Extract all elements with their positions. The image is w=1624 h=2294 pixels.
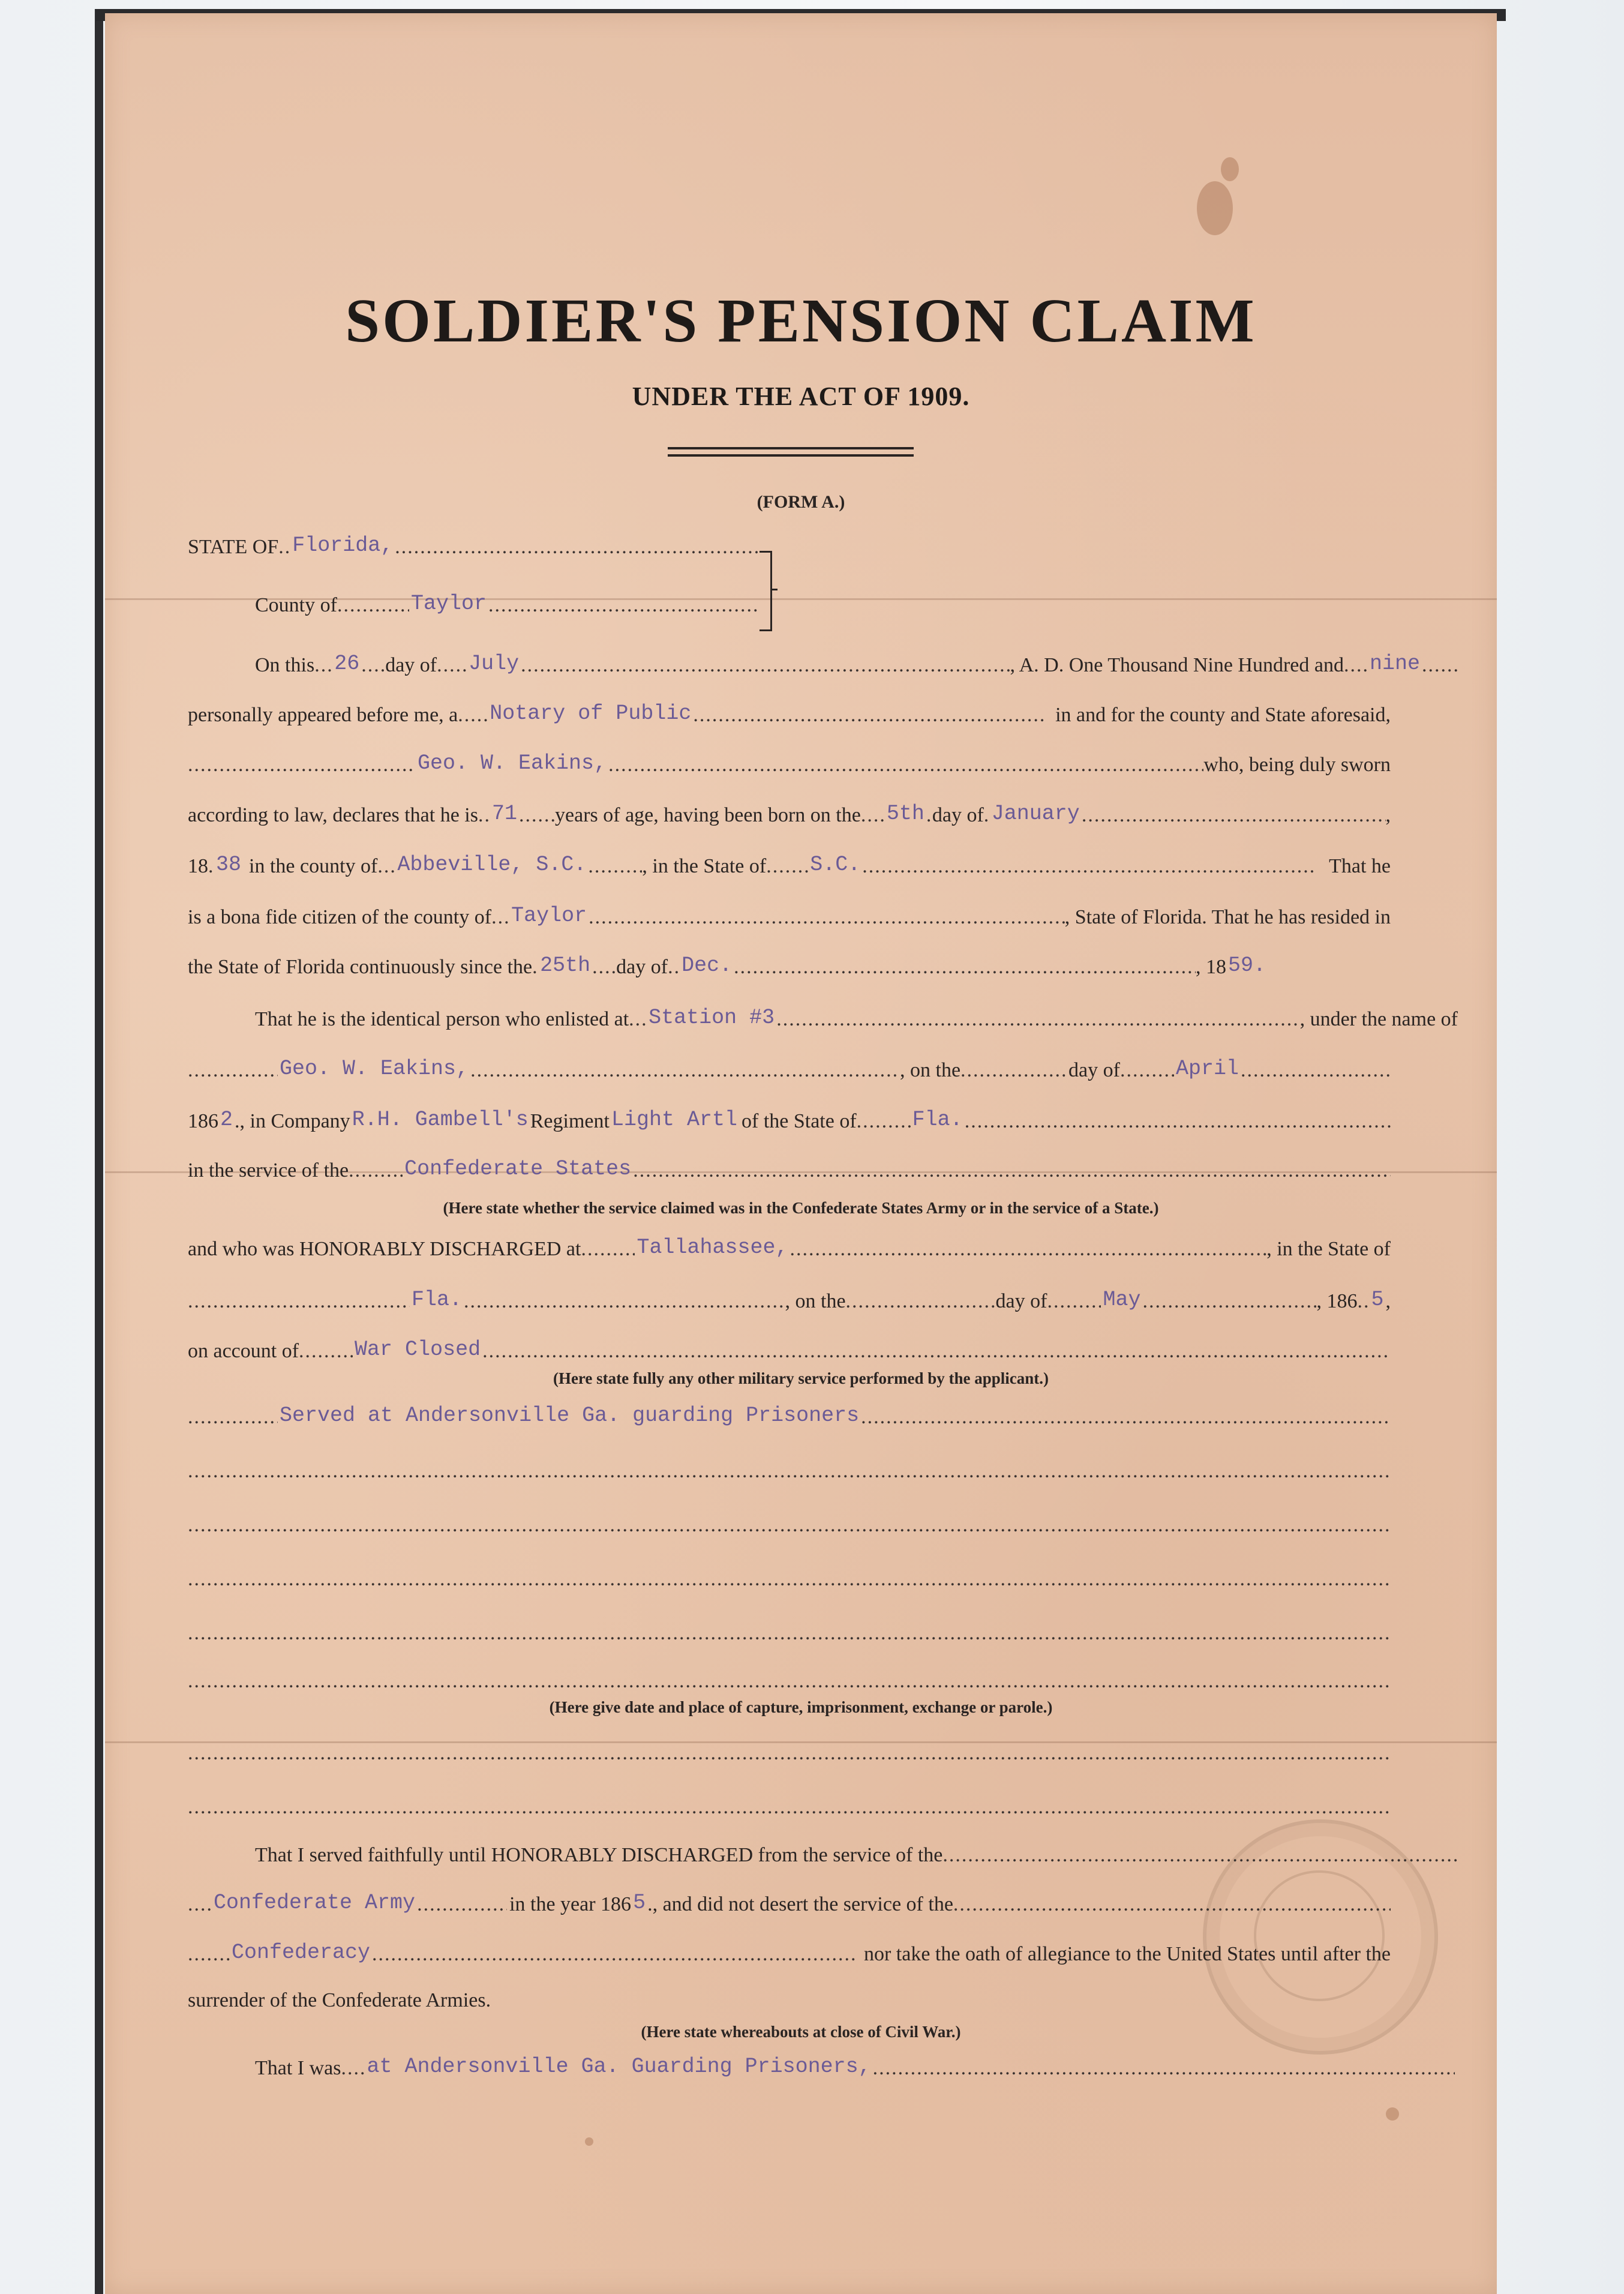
dot-leader — [766, 855, 808, 878]
text: is a bona fide citizen of the county of — [188, 906, 492, 928]
oath-line — [188, 1844, 1458, 1880]
text: according to law, declares that he is — [188, 804, 478, 826]
text: 18 — [188, 855, 208, 877]
residence-year-field[interactable]: 59. — [1227, 953, 1266, 977]
document-title: SOLDIER'S PENSION CLAIM — [345, 286, 1257, 355]
text: who, being duly sworn — [1203, 754, 1391, 776]
residence-month-field[interactable]: Dec. — [682, 953, 733, 977]
birth-month-field[interactable]: January — [991, 802, 1080, 826]
dot-leader — [278, 536, 290, 559]
text: , in the State of — [1266, 1238, 1391, 1260]
dot-leader — [188, 754, 416, 776]
reason-field[interactable]: War Closed — [355, 1338, 481, 1362]
discharge-month-field[interactable]: May — [1103, 1288, 1141, 1312]
blank-line[interactable] — [188, 1460, 1391, 1496]
birth-day-field[interactable]: 5th — [886, 802, 924, 826]
birth-county-field[interactable]: Abbeville, S.C. — [397, 853, 587, 877]
dot-leader — [581, 1238, 635, 1261]
age-field[interactable]: 71 — [492, 802, 518, 826]
text: 186 — [188, 1110, 218, 1132]
officer-field[interactable]: Notary of Public — [490, 701, 692, 725]
company-line — [188, 1110, 1391, 1146]
dot-leader — [372, 1943, 855, 1966]
dot-leader — [349, 1159, 403, 1182]
blank-line[interactable] — [188, 1514, 1391, 1550]
dot-leader — [589, 906, 1065, 929]
dot-leader — [846, 1290, 996, 1313]
text: day of — [385, 654, 437, 676]
blank-line[interactable] — [188, 1742, 1391, 1778]
service-note: (Here state whether the service claimed was in the Confederate States Army or in the service of a State.) — [443, 1199, 1159, 1217]
regiment-field[interactable]: Light Artl — [611, 1108, 737, 1132]
dot-leader — [942, 1844, 1458, 1867]
brace — [760, 551, 772, 631]
dot-leader — [588, 855, 642, 878]
dot-leader — [693, 704, 1047, 727]
discharge-date-line: ..... Fla. ..... , on the ..... day of ..... May ..... , 186 ..... 5 , — [188, 1290, 1391, 1326]
dot-leader — [491, 906, 509, 929]
state-line — [188, 533, 760, 572]
dot-leader — [188, 1670, 1391, 1693]
surrender-line — [188, 1989, 1391, 2025]
enlisted-line — [188, 1008, 1458, 1044]
birth-state-field[interactable]: S.C. — [810, 853, 861, 877]
text: , in the State of — [642, 855, 767, 877]
served-in-field[interactable]: Confederate Army — [214, 1891, 416, 1915]
date-line — [188, 654, 1458, 690]
dot-leader — [926, 804, 932, 827]
dot-leader — [188, 1893, 212, 1916]
dot-leader — [188, 1460, 1391, 1483]
claimant-field[interactable]: Geo. W. Eakins, — [418, 751, 607, 775]
title-rule — [668, 447, 914, 449]
county-field[interactable]: Taylor — [410, 592, 487, 616]
text: nor take the oath of allegiance to the United States until after the — [863, 1943, 1391, 1965]
dot-leader — [1120, 1059, 1174, 1082]
text: , under the name of — [1299, 1008, 1458, 1030]
discharge-line — [188, 1238, 1391, 1274]
dot-leader — [188, 1290, 410, 1313]
enlist-month-field[interactable]: April — [1175, 1057, 1239, 1081]
text: That he is the identical person who enlisted at — [255, 1008, 629, 1030]
dot-leader — [1082, 804, 1386, 827]
dot-leader — [532, 956, 538, 979]
dot-leader — [960, 1059, 1068, 1082]
company-field[interactable]: R.H. Gambell's — [352, 1108, 529, 1132]
dot-leader — [873, 2057, 1455, 2080]
text: in and for the county and State aforesaid, — [1055, 704, 1391, 726]
text: day of — [995, 1290, 1047, 1312]
claimant-line — [188, 751, 1391, 790]
dot-leader — [1422, 654, 1458, 677]
dot-leader — [188, 1406, 278, 1429]
text: surrender of the Confederate Armies. — [188, 1989, 491, 2011]
residence-day-field[interactable]: 25th — [540, 953, 591, 977]
enlist-year-field[interactable]: 2 — [220, 1108, 233, 1132]
text: That he — [1329, 855, 1391, 877]
whereabouts-field[interactable]: at Andersonville Ga. Guarding Prisoners, — [367, 2055, 871, 2079]
paper-stain — [1197, 181, 1233, 235]
folder-edge-left — [95, 9, 103, 2294]
other-service-line — [188, 1406, 1391, 1442]
dot-leader — [1241, 1059, 1391, 1082]
dot-leader — [965, 1110, 1391, 1133]
dot-leader — [299, 1340, 353, 1363]
dot-leader — [314, 654, 332, 677]
dot-leader — [188, 1568, 1391, 1591]
dot-leader — [188, 1742, 1391, 1765]
other-service-note: (Here state fully any other military service performed by the applicant.) — [553, 1369, 1049, 1387]
text: in the service of the — [188, 1159, 349, 1182]
dot-leader — [861, 1406, 1391, 1429]
blank-line[interactable] — [188, 1796, 1391, 1832]
dot-leader — [790, 1238, 1267, 1261]
citizen-line — [188, 906, 1391, 942]
text: , on the — [785, 1290, 846, 1312]
whereabouts-line — [188, 2057, 1455, 2093]
form-label: (FORM A.) — [757, 492, 845, 512]
brace-tip — [770, 589, 778, 590]
text: in the year 186 — [509, 1893, 632, 1915]
text: years of age, having been born on the — [555, 804, 861, 826]
enlist-place-field[interactable]: Station #3 — [649, 1006, 775, 1030]
dot-leader — [395, 536, 760, 559]
dot-leader — [188, 1059, 278, 1082]
dot-leader — [984, 804, 990, 827]
dot-leader — [953, 1893, 1391, 1916]
text: in the county of — [249, 855, 378, 877]
dot-leader — [437, 654, 467, 677]
year-field[interactable]: nine — [1369, 652, 1420, 676]
discharge-place-field[interactable]: Tallahassee, — [637, 1236, 788, 1260]
oath-year-field[interactable]: 5 — [633, 1891, 646, 1915]
county-line — [188, 594, 760, 630]
enlist-state-field[interactable]: Fla. — [912, 1108, 963, 1132]
dot-leader — [478, 804, 490, 827]
dot-leader — [188, 1943, 230, 1966]
dot-leader — [1344, 654, 1368, 677]
state-label: STATE OF — [188, 536, 279, 558]
dot-leader — [458, 704, 488, 727]
text: That I was — [255, 2057, 341, 2079]
dot-leader — [857, 1110, 911, 1133]
dot-leader — [188, 1514, 1391, 1537]
paper-stain — [585, 2137, 593, 2146]
served-in-line — [188, 1893, 1391, 1929]
text: , 18 — [1195, 956, 1226, 978]
dot-leader — [341, 2057, 365, 2080]
text: , on the — [900, 1059, 961, 1081]
text: That I served faithfully until HONORABLY DISCHARGED from the service of the — [255, 1844, 943, 1866]
text: Regiment — [530, 1110, 610, 1132]
birth-year-field[interactable]: 38 — [216, 853, 242, 877]
citizen-county-field[interactable]: Taylor — [511, 904, 587, 928]
blank-line[interactable] — [188, 1568, 1391, 1604]
dot-leader — [337, 594, 409, 617]
dot-leader — [1047, 1290, 1101, 1313]
paper-stain — [1386, 2107, 1399, 2121]
title-rule — [668, 454, 914, 457]
text: the State of Florida continuously since the — [188, 956, 533, 978]
service-line — [188, 1159, 1391, 1195]
text: day of — [932, 804, 984, 826]
discharge-state-field[interactable]: Fla. — [412, 1288, 463, 1312]
whereabouts-note: (Here state whereabouts at close of Civil War.) — [641, 2023, 961, 2041]
dot-leader — [592, 956, 616, 979]
dot-leader — [188, 1796, 1391, 1819]
month-field[interactable]: July — [469, 652, 520, 676]
dot-leader — [861, 804, 885, 827]
text: on account of — [188, 1340, 299, 1362]
not-desert-field[interactable]: Confederacy — [232, 1941, 371, 1965]
dot-leader — [361, 654, 385, 677]
dot-leader — [862, 855, 1314, 878]
text: day of — [1068, 1059, 1120, 1081]
dot-leader — [470, 1059, 900, 1082]
residence-line — [188, 953, 1268, 992]
text: and who was HONORABLY DISCHARGED at — [188, 1238, 581, 1260]
county-label: County of — [255, 594, 337, 616]
dot-leader — [629, 1008, 647, 1031]
enlist-name-line — [188, 1059, 1391, 1095]
text: day of — [616, 956, 668, 978]
dot-leader — [208, 855, 214, 878]
paper-stain — [1221, 157, 1239, 181]
text: , State of Florida. That he has resided in — [1064, 906, 1391, 928]
dot-leader — [1357, 1290, 1369, 1313]
age-line: according to law, declares that he is ..... 71 ..... years of age, having been born on the ..... 5th ..... day of ..... January ..... , — [188, 804, 1391, 840]
dot-leader — [776, 1008, 1299, 1031]
dot-leader — [668, 956, 680, 979]
text: of the State of — [742, 1110, 857, 1132]
enlist-name-field[interactable]: Geo. W. Eakins, — [280, 1057, 469, 1081]
blank-line[interactable] — [188, 1622, 1391, 1658]
dot-leader — [464, 1290, 785, 1313]
dot-leader — [734, 956, 1196, 979]
dot-leader — [488, 594, 760, 617]
other-service-field[interactable]: Served at Andersonville Ga. guarding Prisoners — [280, 1404, 860, 1428]
dot-leader — [633, 1159, 1391, 1182]
service-field[interactable]: Confederate States — [404, 1157, 632, 1181]
dot-leader — [377, 855, 395, 878]
text: ., and did not desert the service of the — [647, 1893, 953, 1915]
dot-leader — [188, 1622, 1391, 1645]
dot-leader — [521, 654, 1010, 677]
text: On this — [255, 654, 315, 676]
text: personally appeared before me, a — [188, 704, 458, 726]
dot-leader — [482, 1340, 1391, 1363]
dot-leader — [519, 804, 555, 827]
text: , A. D. One Thousand Nine Hundred and — [1010, 654, 1344, 676]
capture-note: (Here give date and place of capture, imprisonment, exchange or parole.) — [549, 1698, 1053, 1716]
desert-line — [188, 1943, 1391, 1979]
state-field[interactable]: Florida, — [292, 533, 394, 557]
day-field[interactable]: 26 — [334, 652, 360, 676]
dot-leader — [1142, 1290, 1316, 1313]
notary-seal-inner — [1254, 1870, 1385, 2001]
birthplace-line — [188, 855, 1391, 891]
officer-line — [188, 701, 1391, 740]
dot-leader — [417, 1893, 507, 1916]
document-subtitle: UNDER THE ACT OF 1909. — [632, 382, 970, 411]
text: ., in Company — [235, 1110, 350, 1132]
text: , 186 — [1316, 1290, 1358, 1312]
discharge-year-field[interactable]: 5 — [1371, 1288, 1384, 1312]
dot-leader — [608, 754, 1203, 776]
